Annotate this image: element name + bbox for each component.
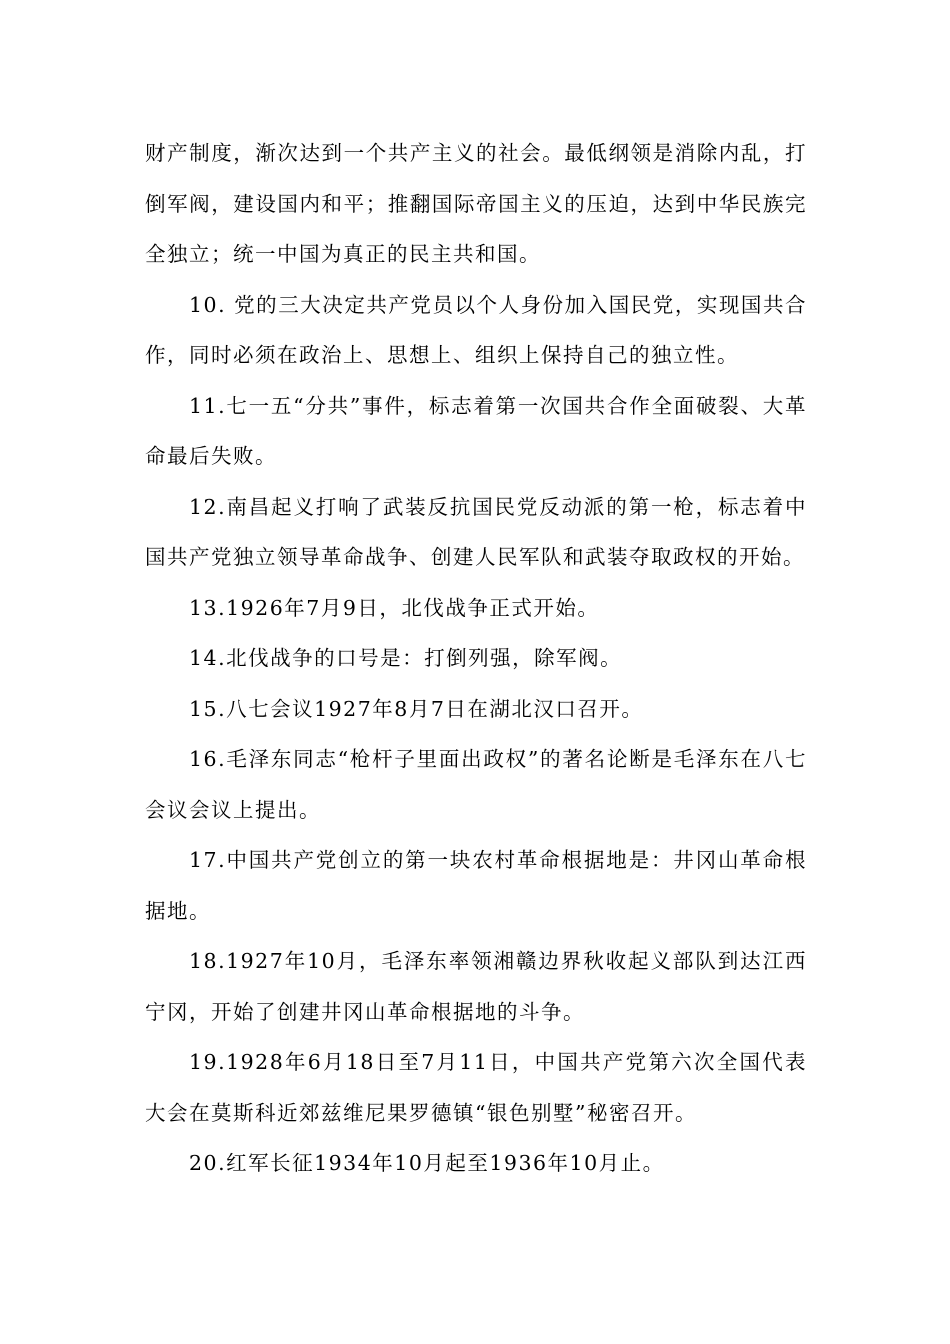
paragraph-item-12: 12.南昌起义打响了武装反抗国民党反动派的第一枪，标志着中国共产党独立领导革命战争、创建人民军队和武装夺取政权的开始。 (145, 494, 807, 569)
paragraph-item-13: 13.1926年7月9日，北伐战争正式开始。 (189, 595, 600, 620)
document-body (145, 128, 807, 1189)
paragraph-item-15: 15.八七会议1927年8月7日在湖北汉口召开。 (189, 696, 644, 721)
paragraph-continuation: 财产制度，渐次达到一个共产主义的社会。最低纲领是消除内乱，打倒军阀，建设国内和平；推翻国际帝国主义的压迫，达到中华民族完全独立；统一中国为真正的民主共和国。 (145, 141, 807, 266)
paragraph-item-16: 16.毛泽东同志“枪杆子里面出政权”的著名论断是毛泽东在八七会议会议上提出。 (145, 747, 807, 822)
paragraph-item-20: 20.红军长征1934年10月起至1936年10月止。 (189, 1151, 665, 1175)
paragraph-item-14: 14.北伐战争的口号是：打倒列强，除军阀。 (189, 646, 623, 670)
paragraph-item-19: 19.1928年6月18日至7月11日，中国共产党第六次全国代表大会在莫斯科近郊兹维尼果罗德镇“银色别墅”秘密召开。 (145, 1050, 807, 1125)
paragraph-item-11: 11.七一五“分共”事件，标志着第一次国共合作全面破裂、大革命最后失败。 (145, 393, 807, 468)
paragraph-item-18: 18.1927年10月，毛泽东率领湘赣边界秋收起义部队到达江西宁冈，开始了创建井冈山革命根据地的斗争。 (145, 949, 807, 1024)
paragraph-item-10: 10. 党的三大决定共产党员以个人身份加入国民党，实现国共合作，同时必须在政治上、思想上、组织上保持自己的独立性。 (145, 292, 807, 367)
paragraph-item-17: 17.中国共产党创立的第一块农村革命根据地是：井冈山革命根据地。 (145, 848, 807, 923)
